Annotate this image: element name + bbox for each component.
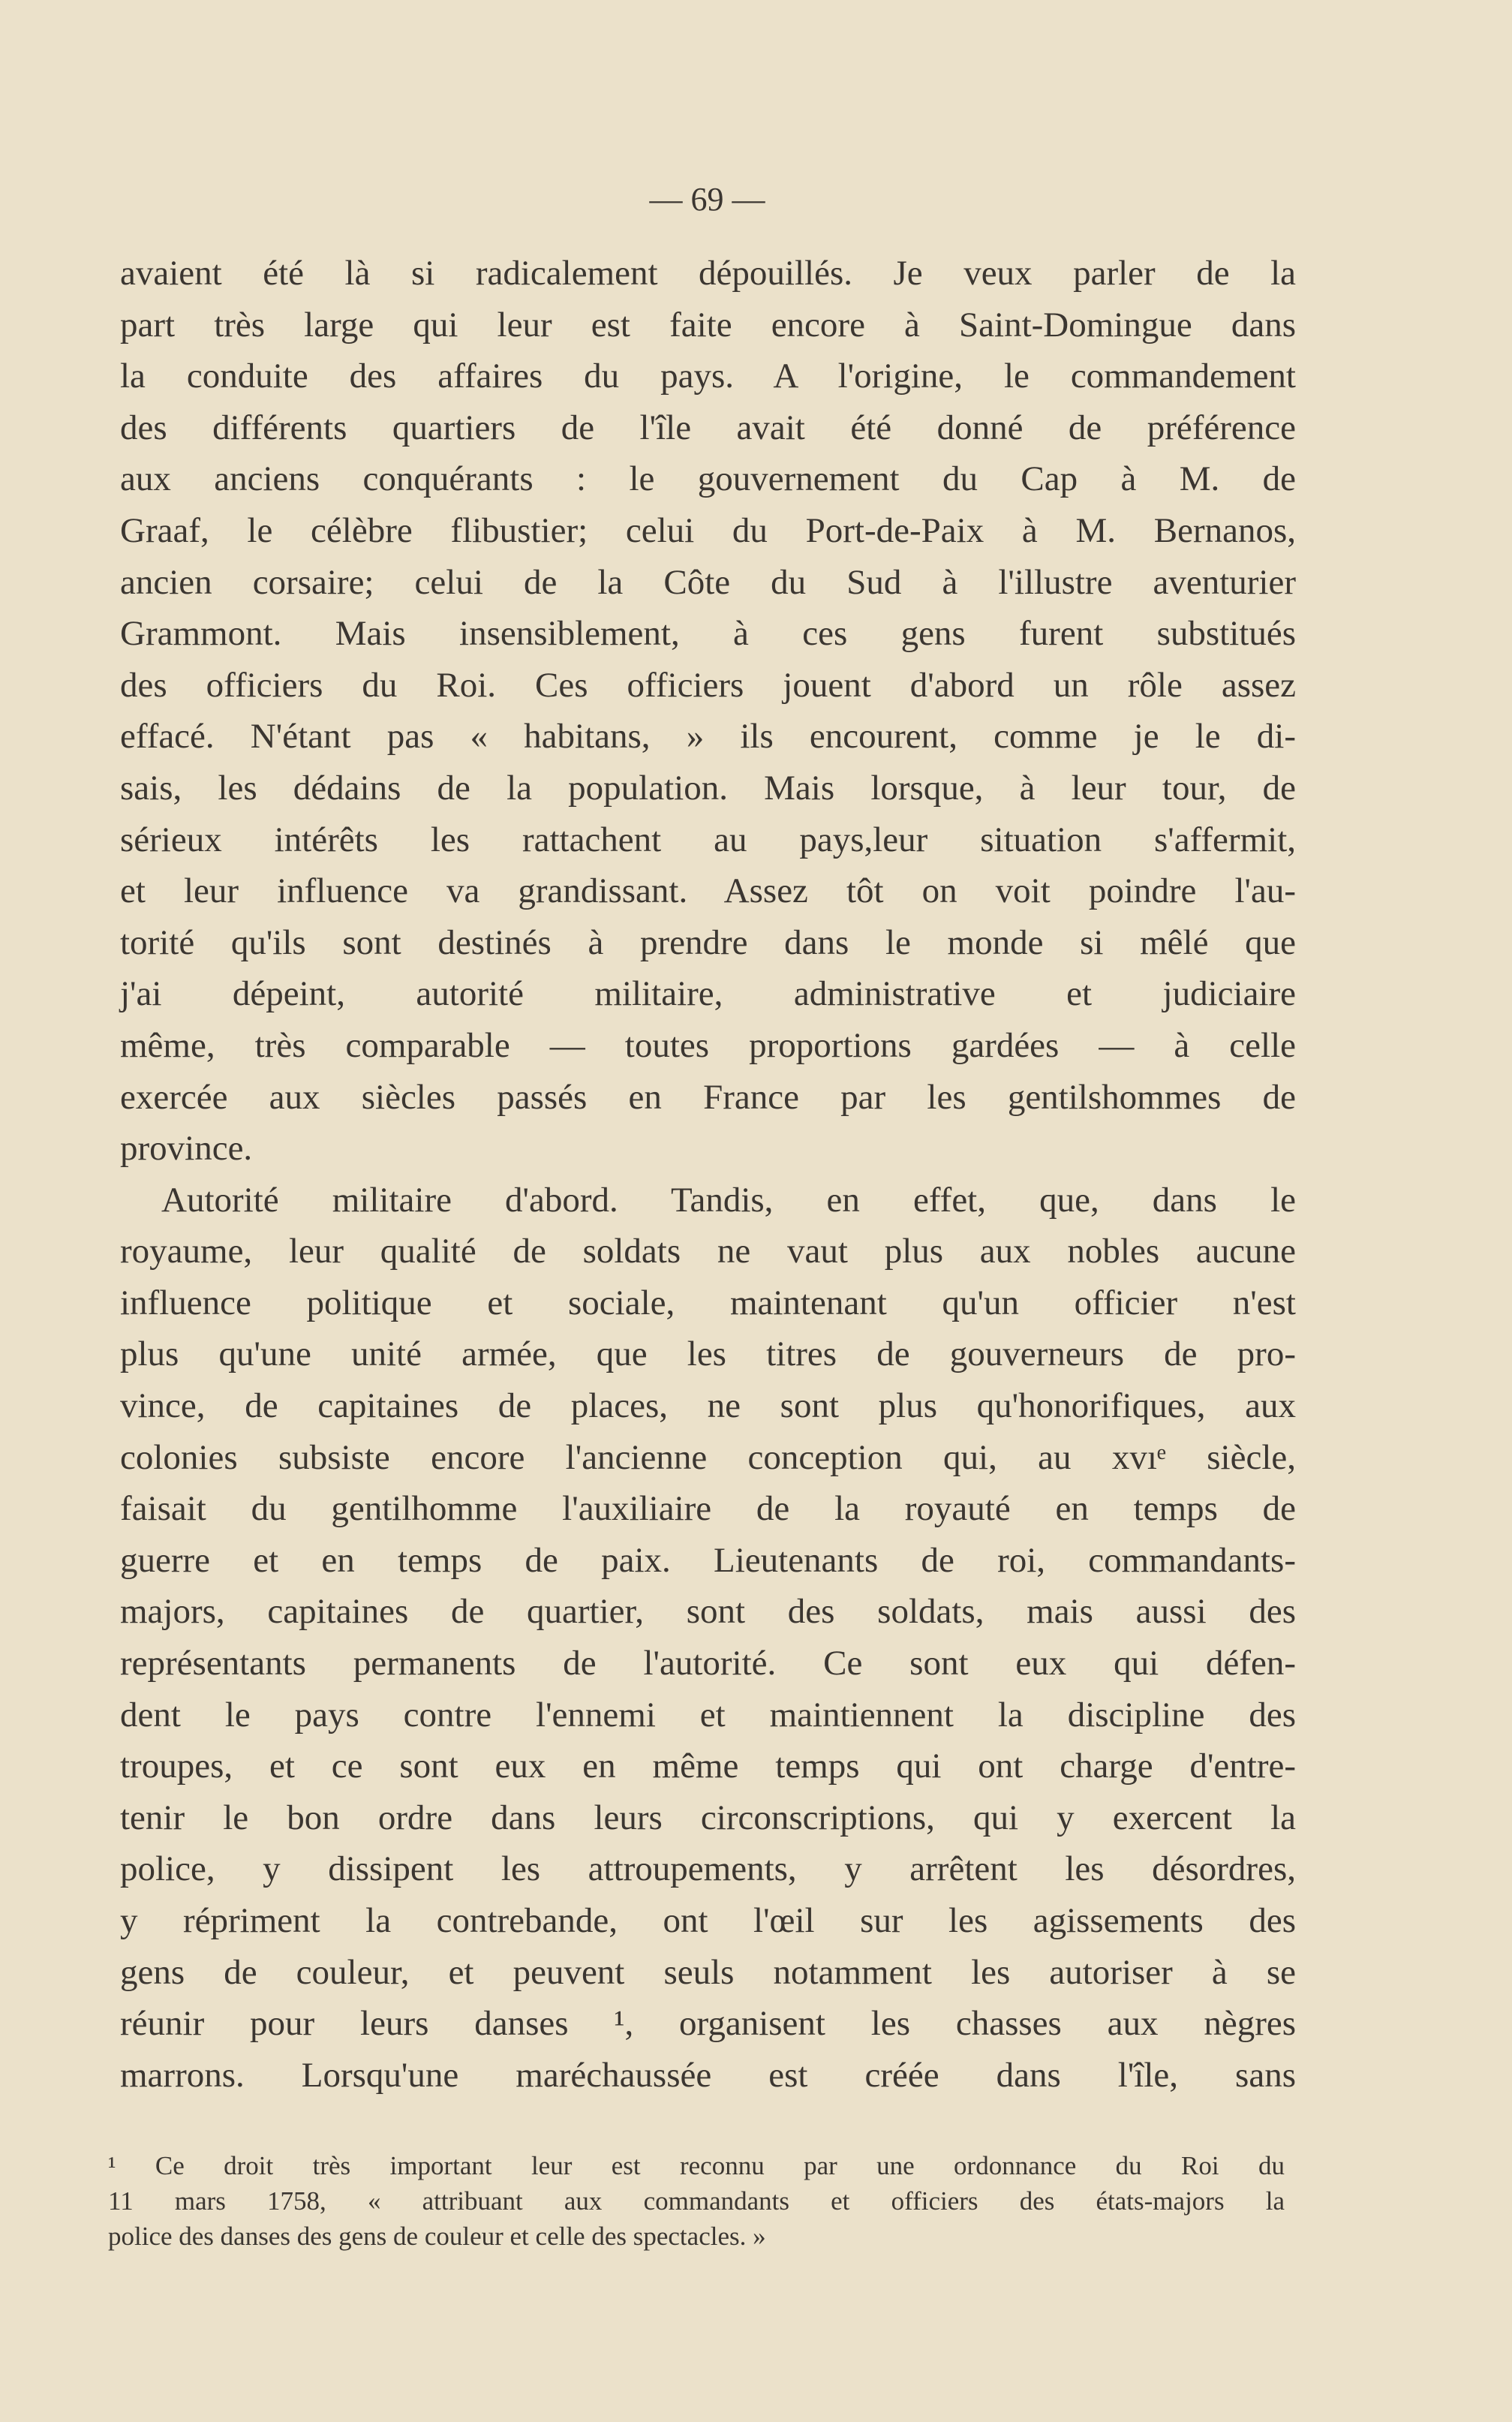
text-line: part très large qui leur est faite encore à Saint-Domingue dans (120, 305, 1296, 344)
text-line: dent le pays contre l'ennemi et maintiennent la discipline des (120, 1695, 1296, 1735)
text-line: des différents quartiers de l'île avait été donné de préférence (120, 408, 1296, 447)
text-line: avaient été là si radicalement dépouillés. Je veux parler de la (120, 254, 1296, 293)
text-line: police, y dissipent les attroupements, y arrêtent les désordres, (120, 1849, 1296, 1889)
text-line: effacé. N'étant pas « habitans, » ils encourent, comme je le di- (120, 717, 1296, 757)
text-line: sérieux intérêts les rattachent au pays,leur situation s'affermit, (120, 820, 1296, 859)
footnote (108, 2148, 1285, 2254)
text-line: colonies subsiste encore l'ancienne conception qui, au xvıᵉ siècle, (120, 1437, 1296, 1477)
text-line: majors, capitaines de quartier, sont des soldats, mais aussi des (120, 1592, 1296, 1632)
text-line: torité qu'ils sont destinés à prendre dans le monde si mêlé que (120, 922, 1296, 962)
text-line: des officiers du Roi. Ces officiers jouent d'abord un rôle assez (120, 665, 1296, 705)
body-text (120, 248, 1296, 2101)
footnote-line: 11 mars 1758, « attribuant aux commandants et officiers des états-majors la (108, 2186, 1285, 2216)
text-line: ancien corsaire; celui de la Côte du Sud à l'illustre aventurier (120, 562, 1296, 602)
text-line: guerre et en temps de paix. Lieutenants de roi, commandants- (120, 1540, 1296, 1580)
text-line: tenir le bon ordre dans leurs circonscriptions, qui y exercent la (120, 1798, 1296, 1837)
text-line: Grammont. Mais insensiblement, à ces gens furent substitués (120, 614, 1296, 654)
footnote-line: ¹ Ce droit très important leur est reconnu par une ordonnance du Roi du (108, 2151, 1285, 2180)
text-line: gens de couleur, et peuvent seuls notamment les autoriser à se (120, 1952, 1296, 1992)
text-line: j'ai dépeint, autorité militaire, administrative et judiciaire (120, 974, 1296, 1014)
text-line: même, très comparable — toutes proportions gardées — à celle (120, 1025, 1296, 1065)
text-line: troupes, et ce sont eux en même temps qui ont charge d'entre- (120, 1747, 1296, 1786)
text-line: royaume, leur qualité de soldats ne vaut plus aux nobles aucune (120, 1232, 1296, 1271)
text-line: y répriment la contrebande, ont l'œil sur les agissements des (120, 1901, 1296, 1940)
text-line: plus qu'une unité armée, que les titres de gouverneurs de pro- (120, 1334, 1296, 1374)
footnote-line: police des danses des gens de couleur et celle des spectacles. » (108, 2222, 766, 2251)
text-line: sais, les dédains de la population. Mais lorsque, à leur tour, de (120, 768, 1296, 808)
text-line: influence politique et sociale, maintenant qu'un officier n'est (120, 1283, 1296, 1322)
text-line: vince, de capitaines de places, ne sont plus qu'honorifiques, aux (120, 1386, 1296, 1426)
page-number: — 69 — (649, 181, 765, 218)
text-line: marrons. Lorsqu'une maréchaussée est créée dans l'île, sans (120, 2055, 1296, 2095)
text-line: faisait du gentilhomme l'auxiliaire de la royauté en temps de (120, 1489, 1296, 1529)
text-line: province. (120, 1129, 253, 1169)
paragraph (120, 1175, 1296, 2102)
text-line: Graaf, le célèbre flibustier; celui du Port-de-Paix à M. Bernanos, (120, 510, 1296, 550)
text-line: réunir pour leurs danses ¹, organisent les chasses aux nègres (120, 2004, 1296, 2044)
text-line: Autorité militaire d'abord. Tandis, en effet, que, dans le (161, 1180, 1296, 1220)
text-line: la conduite des affaires du pays. A l'origine, le commandement (120, 357, 1296, 396)
text-line: aux anciens conquérants : le gouvernement du Cap à M. de (120, 459, 1296, 499)
text-line: exercée aux siècles passés en France par les gentilshommes de (120, 1077, 1296, 1117)
text-line: représentants permanents de l'autorité. Ce sont eux qui défen- (120, 1644, 1296, 1683)
paragraph (120, 248, 1296, 1175)
text-line: et leur influence va grandissant. Assez tôt on voit poindre l'au- (120, 871, 1296, 911)
